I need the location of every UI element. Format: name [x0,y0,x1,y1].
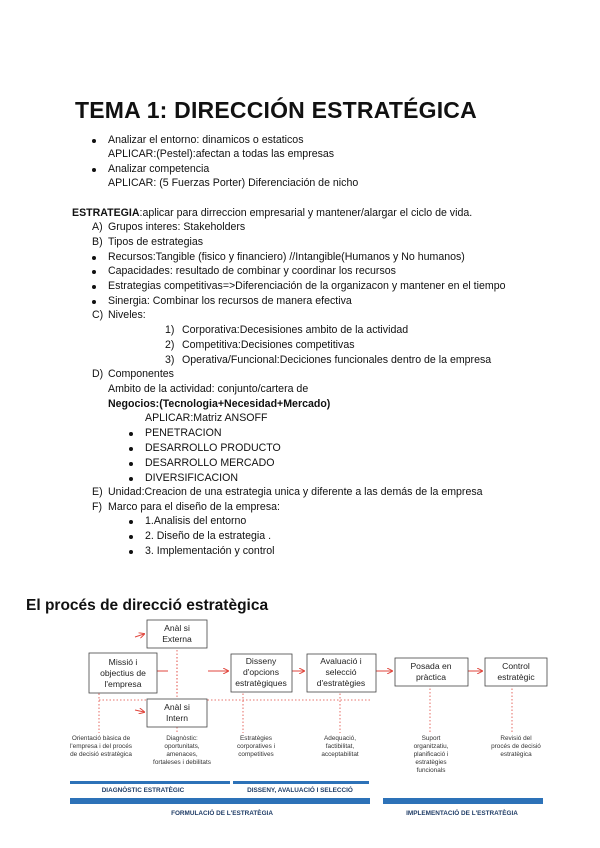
avaluacio-line3: d'estratègies [316,678,366,688]
page-title: TEMA 1: DIRECCIÓN ESTRATÉGICA [75,97,477,123]
intro-1-line1: Analizar el entorno: dinamicos o estaticos [108,134,304,146]
recursos-item: Recursos:Tangible (fisico y financiero) //Intangible(Humanos y No humanos) [108,251,465,263]
bar-formulacio [70,798,370,804]
missio-line2: objectius de [100,668,146,678]
note2-l2: oportunitats, [164,743,200,750]
item-c-text: Niveles: [108,309,146,321]
label-formulacio: FORMULACIÓ DE L'ESTRATÈGIA [171,810,273,817]
ansoff-diversificacion: DIVERSIFICACION [145,472,239,484]
nivel-1-marker: 1) [165,324,175,336]
missio-line3: l'empresa [104,679,142,689]
nivel-1-text: Corporativa:Decesisiones ambito de la actividad [182,324,409,336]
item-a-marker: A) [92,221,103,233]
label-implementacio: IMPLEMENTACIÓ DE L'ESTRATÈGIA [406,810,518,817]
note5-l2: organitzatiu, [413,743,449,750]
externa-line1: Anàl si [164,623,190,633]
item-c-marker: C) [92,309,104,321]
note6-l3: estratègica [500,751,532,758]
estrategia-text: :aplicar para dirreccion empresarial y mantener/alargar el ciclo de vida. [139,207,473,219]
bar-disseny [233,781,369,784]
note5-l1: Suport [421,735,441,742]
note3-l1: Estratègies [240,735,272,742]
item-d-text: Componentes [108,368,174,380]
intro-2-line1: Analizar competencia [108,163,210,175]
note4-l3: acceptabilitat [321,751,359,758]
ambito-text: Ambito de la actividad: conjunto/cartera de [108,383,309,395]
intern-line2: Intern [166,713,188,723]
note4-l1: Adequació, [324,735,356,742]
item-e-marker: E) [92,486,103,498]
note5-l5: funcionals [416,767,446,774]
ansoff-desarrollo-producto: DESARROLLO PRODUCTO [145,442,281,454]
note4-l2: factibilitat, [325,743,355,750]
ansoff-desarrollo-mercado: DESARROLLO MERCADO [145,457,275,469]
marco-1: 1.Analisis del entorno [145,515,247,527]
bar-diagnostic [70,781,230,784]
externa-line2: Externa [162,634,192,644]
missio-line1: Missió i [108,657,138,667]
bar-implementacio [383,798,543,804]
control-line1: Control [502,661,530,671]
label-disseny: DISSENY, AVALUACIÓ I SELECCIÓ [247,787,353,794]
sinergia-item: Sinergia: Combinar los recursos de manera efectiva [108,295,352,307]
control-line2: estratègic [497,672,535,682]
note2-l3: amenaces, [166,751,198,758]
marco-3: 3. Implementación y control [145,545,275,557]
avaluacio-line2: selecció [325,667,357,677]
nivel-3-marker: 3) [165,354,175,366]
note1-l3: de decisió estratègica [70,751,132,758]
ansoff-text: APLICAR:Matriz ANSOFF [145,412,268,424]
nivel-2-marker: 2) [165,339,175,351]
item-d-marker: D) [92,368,104,380]
intern-line1: Anàl si [164,702,190,712]
item-b-text: Tipos de estrategias [108,236,204,248]
item-f-text: Marco para el diseño de la empresa: [108,501,280,513]
label-diagnostic: DIAGNÒSTIC ESTRATÈGIC [101,787,185,794]
estrategia-label: ESTRATEGIA [72,207,140,219]
intro-1-line2: APLICAR:(Pestel):afectan a todas las empresas [108,148,335,160]
note1-l2: l'empresa i del procés [70,743,132,750]
nivel-3-text: Operativa/Funcional:Deciciones funcionales dentro de la empresa [182,354,492,366]
note3-l2: corporatives i [236,743,276,750]
item-e-text: Unidad:Creacion de una estrategia unica y diferente a las demás de la empresa [108,486,483,498]
marco-2: 2. Diseño de la estrategia . [145,530,272,542]
note5-l3: planificació i [413,751,449,758]
item-a-text: Grupos interes: Stakeholders [108,221,246,233]
estrategias-competitivas-item: Estrategias competitivas=>Diferenciación de la organizacon y mantener en el tiempo [108,280,506,292]
posada-line2: pràctica [415,672,447,682]
capacidades-item: Capacidades: resultado de combinar y coordinar los recursos [108,265,396,277]
posada-line1: Posada en [410,661,452,671]
negocios-text: Negocios:(Tecnologia+Necesidad+Mercado) [108,398,331,410]
item-b-marker: B) [92,236,103,248]
avaluacio-line1: Avaluació i [320,656,362,666]
note6-l1: Revisió del [500,735,532,742]
note3-l3: competitives [238,751,274,758]
disseny-line2: d'opcions [242,667,280,677]
intro-2-line2: APLICAR: (5 Fuerzas Porter) Diferenciación de nicho [108,177,359,189]
disseny-line1: Disseny [245,656,277,666]
note2-l4: fortaleses i debilitats [153,759,211,766]
note1-l1: Orientació bàsica de [71,735,131,742]
item-f-marker: F) [92,501,102,513]
note2-l1: Diagnòstic: [166,735,198,742]
diagram-heading: El procés de direcció estratègica [26,597,269,614]
ansoff-penetracion: PENETRACION [145,427,222,439]
nivel-2-text: Competitiva:Decisiones competitivas [182,339,355,351]
note6-l2: procés de decisió [491,743,541,750]
disseny-line3: estratègiques [235,678,287,688]
note5-l4: estratègies [415,759,447,766]
